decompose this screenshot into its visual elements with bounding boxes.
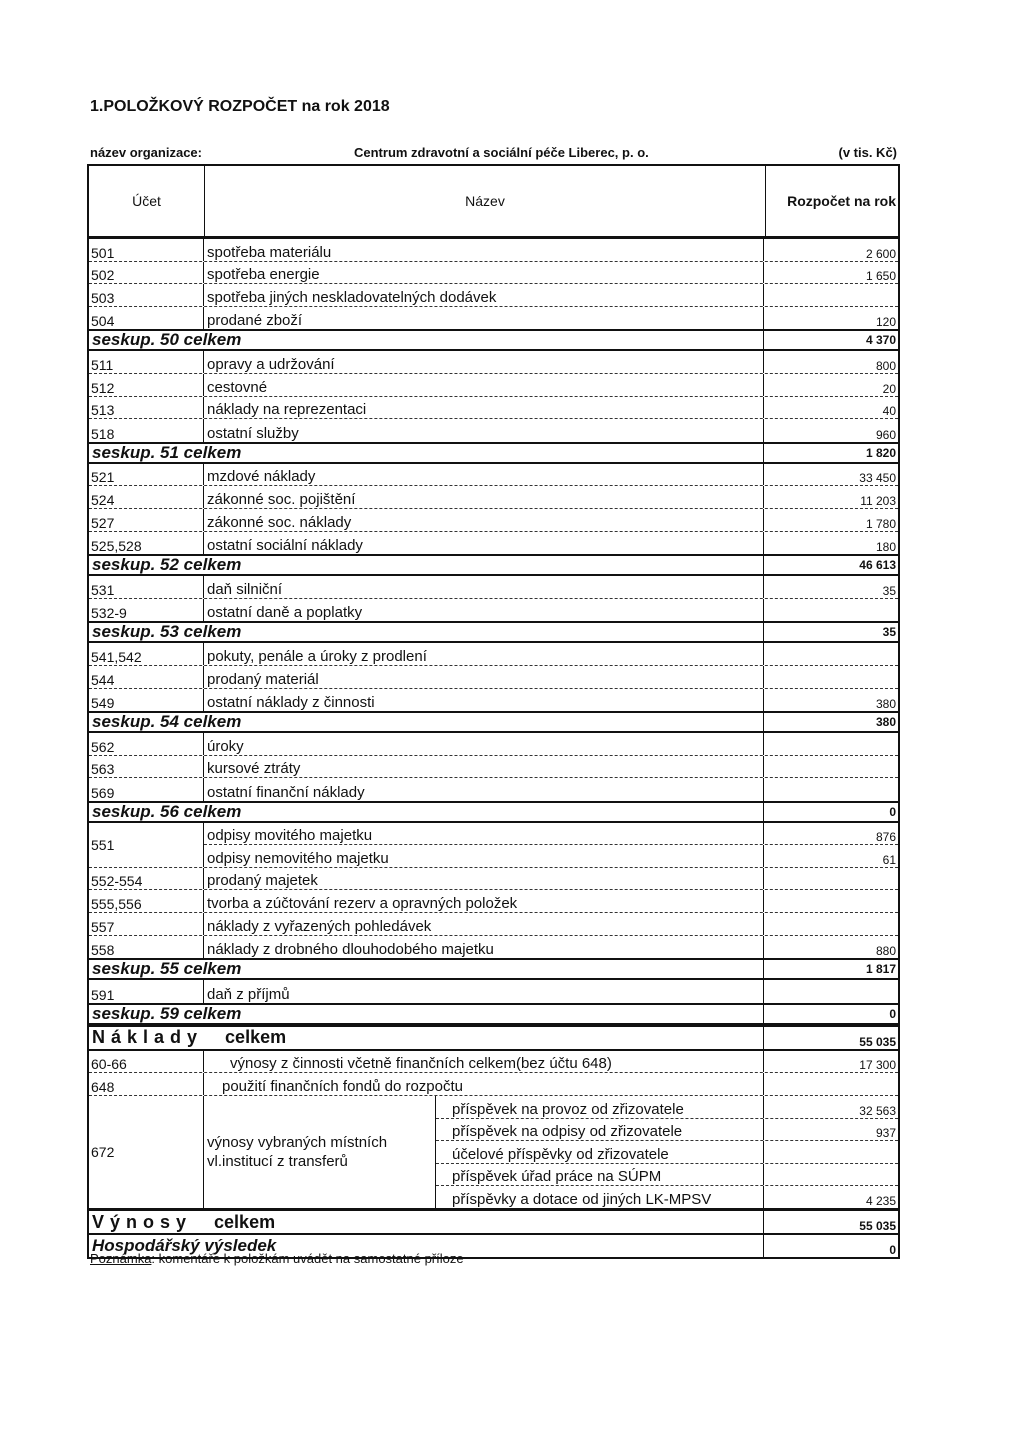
account-cell: 541,542 bbox=[89, 643, 204, 665]
value-cell: 120 bbox=[875, 315, 896, 330]
subtotal-label: seskup. 53 celkem bbox=[89, 623, 764, 641]
table-row bbox=[89, 397, 898, 420]
subtotal-label: seskup. 51 celkem bbox=[89, 444, 764, 462]
value-cell bbox=[764, 980, 898, 1003]
name-cell: kursové ztráty bbox=[204, 756, 764, 778]
name-cell: daň z příjmů bbox=[204, 980, 764, 1003]
table-row bbox=[89, 486, 898, 509]
name-cell: tvorba a zúčtování rezerv a opravných položek bbox=[204, 890, 764, 912]
value-cell: 40 bbox=[882, 404, 896, 419]
subtotal-value: 0 bbox=[889, 804, 896, 819]
table-row bbox=[89, 307, 898, 330]
sub-name-cell: příspěvky a dotace od jiných LK-MPSV bbox=[436, 1186, 764, 1208]
account-cell: 511 bbox=[89, 351, 204, 373]
value-cell bbox=[764, 756, 898, 778]
name-cell: spotřeba energie bbox=[204, 262, 764, 284]
header-name: Název bbox=[205, 166, 766, 236]
account-cell: 648 bbox=[89, 1073, 204, 1095]
name-cell: ostatní náklady z činnosti bbox=[204, 689, 764, 712]
subtotal-value: 0 bbox=[889, 1006, 896, 1021]
account-cell: 555,556 bbox=[89, 890, 204, 912]
value-cell bbox=[764, 913, 898, 935]
value-cell bbox=[764, 1073, 898, 1095]
name-cell: cestovné bbox=[204, 374, 764, 396]
subtotal-row bbox=[89, 442, 898, 464]
subtotal-label: seskup. 56 celkem bbox=[89, 803, 764, 821]
account-cell: 503 bbox=[89, 284, 204, 306]
account-cell: 544 bbox=[89, 666, 204, 688]
account-cell: 512 bbox=[89, 374, 204, 396]
value-cell: 20 bbox=[882, 381, 896, 396]
costs-total-suffix: celkem bbox=[225, 1027, 287, 1048]
costs-total-value: 55 035 bbox=[859, 1034, 896, 1049]
name-cell: ostatní finanční náklady bbox=[204, 778, 764, 801]
account-cell: 501 bbox=[89, 239, 204, 261]
value-cell bbox=[764, 666, 898, 688]
table-row bbox=[89, 576, 898, 599]
account-cell: 513 bbox=[89, 397, 204, 419]
name-cell: úroky bbox=[204, 733, 764, 755]
account-cell: 551 bbox=[89, 823, 204, 867]
account-cell: 558 bbox=[89, 936, 204, 959]
sub-name-cell: příspěvek úřad práce na SÚPM bbox=[436, 1164, 764, 1186]
account-cell: 569 bbox=[89, 778, 204, 801]
revenue-total-word: Výnosy bbox=[92, 1211, 193, 1232]
subtotal-value: 1 820 bbox=[865, 445, 896, 460]
account-cell: 504 bbox=[89, 307, 204, 330]
table-row bbox=[89, 666, 898, 689]
subtotal-value: 1 817 bbox=[865, 962, 896, 977]
table-row bbox=[89, 689, 898, 712]
name-cell: zákonné soc. pojištění bbox=[204, 486, 764, 508]
name-cell: ostatní služby bbox=[204, 419, 764, 442]
name-cell: prodaný majetek bbox=[204, 868, 764, 890]
name-cell: ostatní sociální náklady bbox=[204, 532, 764, 555]
value-cell: 2 600 bbox=[865, 246, 896, 261]
table-row bbox=[89, 1073, 898, 1096]
name-cell: náklady z vyřazených pohledávek bbox=[204, 913, 764, 935]
footnote-text: : komentáře k položkám uvádět na samostatné příloze bbox=[151, 1251, 464, 1266]
account-cell: 525,528 bbox=[89, 532, 204, 555]
subtotal-value: 35 bbox=[882, 625, 896, 640]
subtotal-value: 4 370 bbox=[865, 333, 896, 348]
table-row bbox=[89, 599, 898, 622]
table-row bbox=[89, 980, 898, 1003]
table-row bbox=[89, 643, 898, 666]
sub-row bbox=[436, 1164, 898, 1187]
table-row bbox=[89, 509, 898, 532]
name-cell: pokuty, penále a úroky z prodlení bbox=[204, 643, 764, 665]
subtotal-row bbox=[89, 329, 898, 351]
org-name: Centrum zdravotní a sociální péče Liberec, p. o. bbox=[354, 145, 649, 160]
name-cell: výnosy z činnosti včetně finančních celkem(bez účtu 648) bbox=[204, 1051, 764, 1073]
table-row bbox=[89, 532, 898, 555]
table-row bbox=[204, 823, 898, 845]
revenue-total-label bbox=[89, 1211, 764, 1233]
name-cell: opravy a udržování bbox=[204, 351, 764, 373]
account-cell: 562 bbox=[89, 733, 204, 755]
subtotal-row bbox=[89, 711, 898, 733]
value-cell: 380 bbox=[875, 697, 896, 712]
account-cell: 549 bbox=[89, 689, 204, 712]
account-cell: 552-554 bbox=[89, 868, 204, 890]
name-cell: náklady z drobného dlouhodobého majetku bbox=[204, 936, 764, 959]
costs-total-label bbox=[89, 1027, 764, 1049]
table-row bbox=[89, 868, 898, 891]
sub-value-cell: 4 235 bbox=[865, 1194, 896, 1208]
revenue-total-row bbox=[89, 1209, 898, 1235]
table-row bbox=[204, 845, 898, 867]
table-row bbox=[89, 351, 898, 374]
table-row bbox=[89, 913, 898, 936]
table-row-551 bbox=[89, 823, 898, 868]
sub-name-cell: účelové příspěvky od zřizovatele bbox=[436, 1141, 764, 1163]
name-cell: zákonné soc. náklady bbox=[204, 509, 764, 531]
sub-row bbox=[436, 1119, 898, 1142]
name-cell: spotřeba jiných neskladovatelných dodávek bbox=[204, 284, 764, 306]
sub-row bbox=[436, 1096, 898, 1119]
value-cell: 960 bbox=[875, 427, 896, 442]
sub-name-cell: příspěvek na odpisy od zřizovatele bbox=[436, 1119, 764, 1141]
value-cell bbox=[764, 868, 898, 890]
account-cell: 502 bbox=[89, 262, 204, 284]
sub-value-cell bbox=[764, 1141, 898, 1163]
sub-row bbox=[436, 1141, 898, 1164]
account-cell: 518 bbox=[89, 419, 204, 442]
header-budget: Rozpočet na rok bbox=[787, 193, 896, 209]
account-cell: 521 bbox=[89, 464, 204, 486]
name-cell: prodaný materiál bbox=[204, 666, 764, 688]
table-row bbox=[89, 419, 898, 442]
subtotal-value: 380 bbox=[875, 715, 896, 730]
table-row bbox=[89, 733, 898, 756]
table-row-672 bbox=[89, 1096, 898, 1209]
account-cell: 60-66 bbox=[89, 1051, 204, 1073]
value-cell: 876 bbox=[875, 829, 896, 844]
subtotal-label: seskup. 54 celkem bbox=[89, 713, 764, 731]
account-cell: 532-9 bbox=[89, 599, 204, 622]
name-cell: prodané zboží bbox=[204, 307, 764, 330]
name-cell: náklady na reprezentaci bbox=[204, 397, 764, 419]
value-cell bbox=[764, 284, 898, 306]
value-cell: 880 bbox=[875, 944, 896, 959]
value-cell bbox=[764, 643, 898, 665]
value-cell: 180 bbox=[875, 540, 896, 555]
revenue-total-suffix: celkem bbox=[214, 1211, 276, 1232]
table-row bbox=[89, 890, 898, 913]
table-row bbox=[89, 756, 898, 779]
unit-label: (v tis. Kč) bbox=[838, 145, 897, 160]
page-title: 1.POLOŽKOVÝ ROZPOČET na rok 2018 bbox=[90, 98, 390, 115]
value-cell bbox=[764, 599, 898, 622]
table-row bbox=[89, 464, 898, 487]
name-cell: výnosy vybraných místních vl.institucí z transferů bbox=[204, 1096, 436, 1208]
name-cell: daň silniční bbox=[204, 576, 764, 598]
table-row bbox=[89, 284, 898, 307]
value-cell bbox=[764, 890, 898, 912]
subtotal-row bbox=[89, 958, 898, 980]
footnote bbox=[90, 1251, 464, 1266]
account-cell: 672 bbox=[89, 1096, 204, 1208]
value-cell bbox=[764, 778, 898, 801]
account-cell: 557 bbox=[89, 913, 204, 935]
account-cell: 563 bbox=[89, 756, 204, 778]
table-row bbox=[89, 936, 898, 959]
table-header bbox=[89, 166, 898, 239]
subtotal-row bbox=[89, 621, 898, 643]
table-row bbox=[89, 239, 898, 262]
value-cell: 33 450 bbox=[859, 471, 896, 486]
subtotal-value: 46 613 bbox=[859, 558, 896, 573]
name-cell: použití finančních fondů do rozpočtu bbox=[204, 1073, 764, 1095]
table-row bbox=[89, 778, 898, 801]
header-account: Účet bbox=[89, 166, 205, 236]
sub-name-cell: příspěvek na provoz od zřizovatele bbox=[436, 1096, 764, 1118]
value-cell: 11 203 bbox=[860, 493, 896, 508]
subtotal-row bbox=[89, 801, 898, 823]
value-cell: 800 bbox=[875, 358, 896, 373]
account-cell: 524 bbox=[89, 486, 204, 508]
value-cell: 61 bbox=[882, 852, 896, 867]
sub-row bbox=[436, 1186, 898, 1208]
sub-value-cell bbox=[764, 1164, 898, 1186]
table-row bbox=[89, 1051, 898, 1074]
value-cell bbox=[764, 733, 898, 755]
sub-value-cell: 937 bbox=[875, 1126, 896, 1141]
sub-value-cell: 32 563 bbox=[859, 1103, 896, 1118]
account-cell: 531 bbox=[89, 576, 204, 598]
subtotal-label: seskup. 59 celkem bbox=[89, 1005, 764, 1023]
account-cell: 591 bbox=[89, 980, 204, 1003]
budget-table bbox=[87, 164, 900, 1259]
value-cell: 35 bbox=[882, 583, 896, 598]
subtotal-label: seskup. 55 celkem bbox=[89, 960, 764, 978]
name-cell: odpisy movitého majetku bbox=[204, 823, 764, 844]
name-cell: ostatní daně a poplatky bbox=[204, 599, 764, 622]
value-cell: 17 300 bbox=[859, 1058, 896, 1073]
costs-total-row bbox=[89, 1025, 898, 1051]
subtotal-label: seskup. 52 celkem bbox=[89, 556, 764, 574]
table-row bbox=[89, 262, 898, 285]
name-cell: mzdové náklady bbox=[204, 464, 764, 486]
table-row bbox=[89, 374, 898, 397]
account-cell: 527 bbox=[89, 509, 204, 531]
subtotal-row bbox=[89, 554, 898, 576]
name-cell: spotřeba materiálu bbox=[204, 239, 764, 261]
footnote-label: Poznámka bbox=[90, 1251, 152, 1266]
name-cell: odpisy nemovitého majetku bbox=[204, 845, 764, 867]
result-value: 0 bbox=[889, 1243, 896, 1258]
subtotal-row bbox=[89, 1003, 898, 1025]
subtotal-label: seskup. 50 celkem bbox=[89, 331, 764, 349]
costs-total-word: Náklady bbox=[92, 1027, 204, 1048]
org-label: název organizace: bbox=[90, 145, 202, 160]
revenue-total-value: 55 035 bbox=[859, 1219, 896, 1234]
value-cell: 1 650 bbox=[865, 269, 896, 284]
result-label: Hospodářský výsledek bbox=[89, 1235, 764, 1257]
value-cell: 1 780 bbox=[865, 516, 896, 531]
